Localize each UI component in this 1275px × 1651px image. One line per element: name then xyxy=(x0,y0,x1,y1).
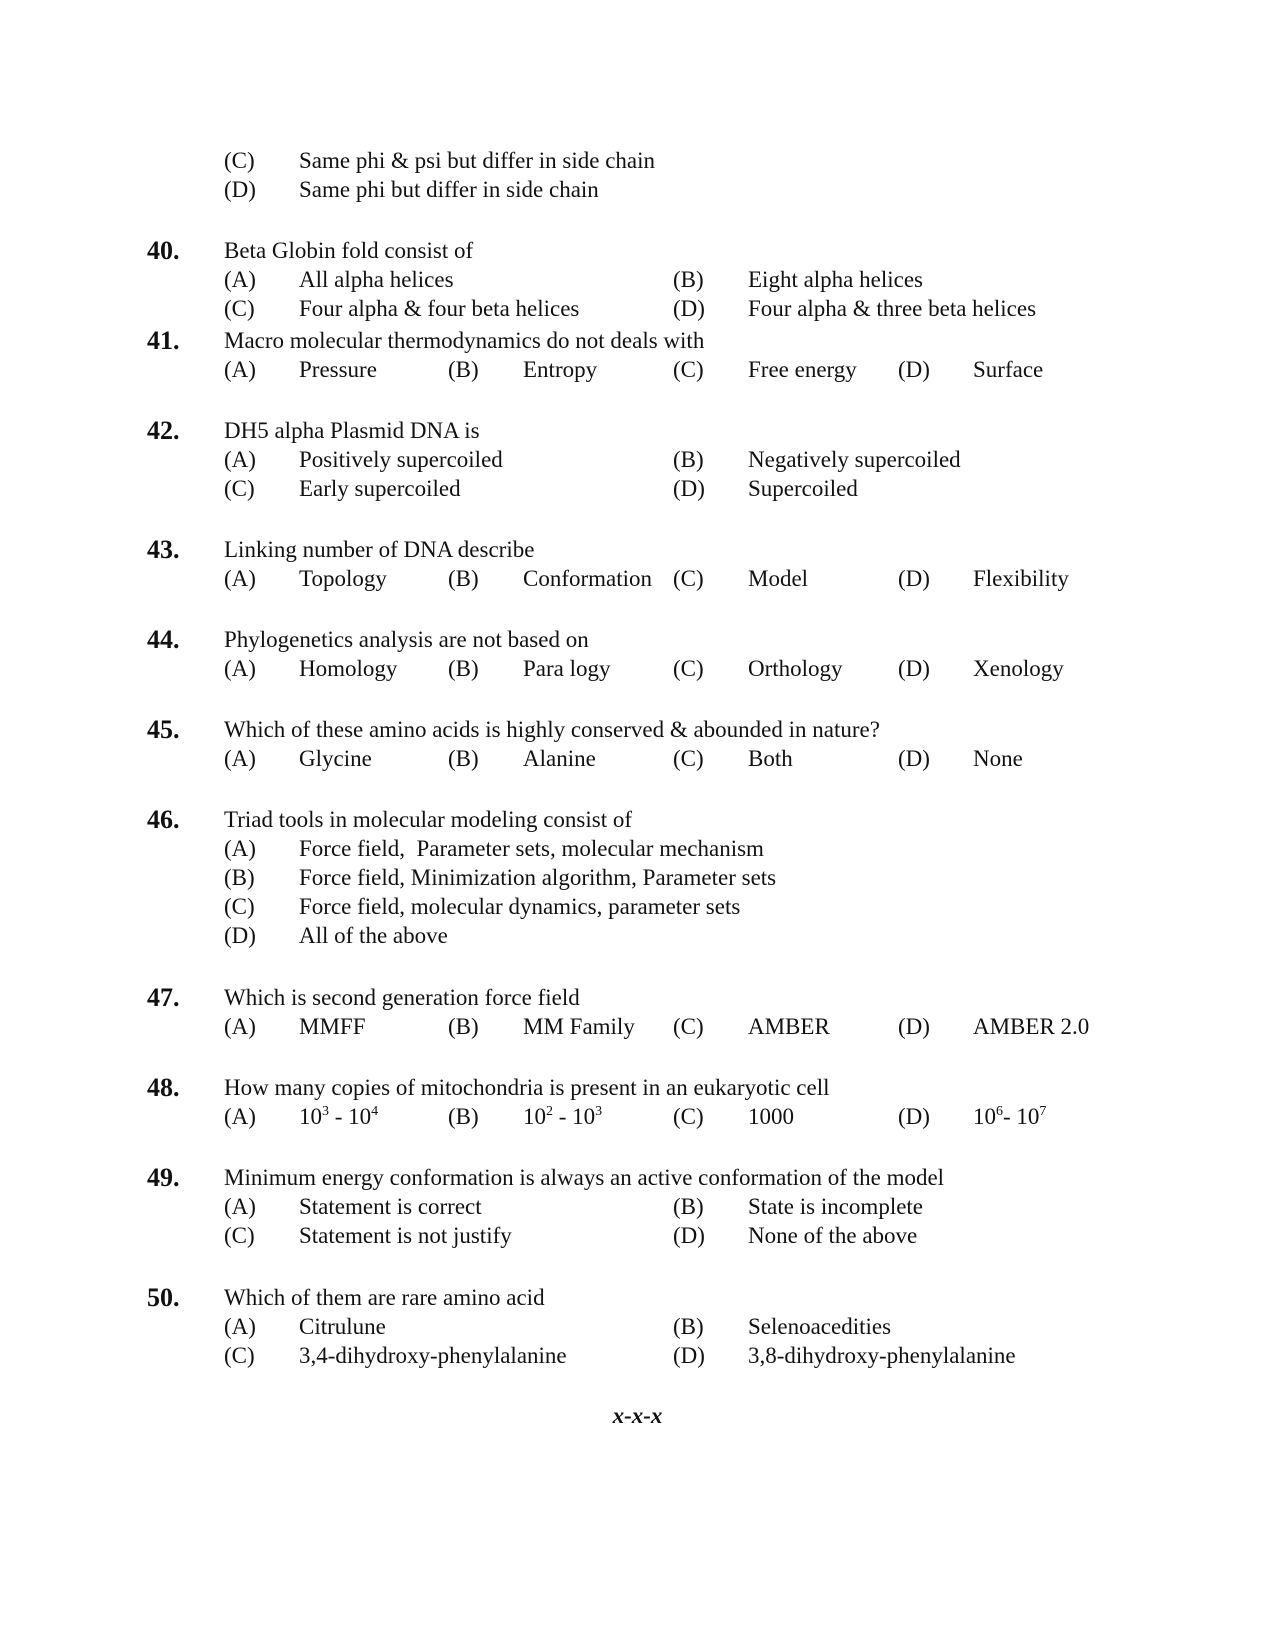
option-row xyxy=(0,355,1275,385)
option-text: Free energy xyxy=(748,357,857,382)
option-text: Selenoacedities xyxy=(748,1314,892,1339)
option-letter: (C) xyxy=(673,1014,704,1039)
option-row xyxy=(0,294,1275,324)
option-letter: (A) xyxy=(224,1014,256,1039)
question-number: 41. xyxy=(147,326,180,355)
option-letter: (C) xyxy=(673,746,704,771)
option-text: Xenology xyxy=(973,656,1064,681)
option-text: Eight alpha helices xyxy=(748,267,923,292)
option-text: Four alpha & four beta helices xyxy=(299,296,580,321)
question-44 xyxy=(0,625,1275,655)
option-letter: (A) xyxy=(224,357,256,382)
option-text: $10^3 - 10^4$ xyxy=(299,1104,379,1129)
option-row xyxy=(0,654,1275,684)
option-text: Para logy xyxy=(523,656,611,681)
option-row xyxy=(0,921,1275,951)
end-of-paper-marker: x-x-x xyxy=(612,1403,663,1428)
option-letter: (A) xyxy=(224,1194,256,1219)
question-number: 42. xyxy=(147,416,180,445)
question-40 xyxy=(0,236,1275,266)
option-letter: (B) xyxy=(448,746,479,771)
option-letter: (A) xyxy=(224,746,256,771)
option-text: All of the above xyxy=(299,923,448,948)
option-row xyxy=(0,1312,1275,1342)
option-row xyxy=(0,265,1275,295)
option-letter: (C) xyxy=(673,566,704,591)
option-row xyxy=(0,744,1275,774)
option-letter: (C) xyxy=(224,1223,255,1248)
question-text: Which of these amino acids is highly conserved & abounded in nature? xyxy=(224,717,880,742)
option-letter: (C) xyxy=(224,894,255,919)
option-text: Glycine xyxy=(299,746,372,771)
question-number: 50. xyxy=(147,1283,180,1312)
option-letter: (C) xyxy=(673,357,704,382)
option-text: State is incomplete xyxy=(748,1194,924,1219)
option-text: None of the above xyxy=(748,1223,918,1248)
option-letter: (A) xyxy=(224,1104,256,1129)
option-letter: (B) xyxy=(448,357,479,382)
question-42 xyxy=(0,416,1275,446)
option-text: Surface xyxy=(973,357,1044,382)
option-letter: (C) xyxy=(224,1343,255,1368)
option-row xyxy=(0,892,1275,922)
option-text: $10^6-$ $10^7$ xyxy=(973,1104,1047,1129)
option-letter: (B) xyxy=(224,865,255,890)
option-text: Force field, Parameter sets, molecular mechanism xyxy=(299,836,764,861)
question-text: DH5 alpha Plasmid DNA is xyxy=(224,418,480,443)
option-text: Topology xyxy=(299,566,387,591)
option-letter: (D) xyxy=(673,476,705,501)
option-text: Conformation xyxy=(523,566,653,591)
question-41 xyxy=(0,326,1275,356)
option-text: Positively supercoiled xyxy=(299,447,503,472)
option-text: AMBER 2.0 xyxy=(973,1014,1090,1039)
option-letter: (C) xyxy=(673,1104,704,1129)
option-letter: (B) xyxy=(673,267,704,292)
option-text: Early supercoiled xyxy=(299,476,461,501)
option-text: Statement is not justify xyxy=(299,1223,512,1248)
option-text: MM Family xyxy=(523,1014,635,1039)
question-number: 45. xyxy=(147,715,180,744)
option-text: Orthology xyxy=(748,656,843,681)
question-text: Phylogenetics analysis are not based on xyxy=(224,627,589,652)
question-number: 40. xyxy=(147,236,180,265)
question-50 xyxy=(0,1283,1275,1313)
option-text: Both xyxy=(748,746,793,771)
question-number: 46. xyxy=(147,805,180,834)
option-letter: (D) xyxy=(898,566,930,591)
option-letter: (D) xyxy=(224,923,256,948)
option-text: Same phi & psi but differ in side chain xyxy=(299,148,656,173)
option-text: 3,4-dihydroxy-phenylalanine xyxy=(299,1343,567,1368)
option-letter: (A) xyxy=(224,566,256,591)
option-row xyxy=(0,1012,1275,1042)
option-text: $10^2 - 10^3$ xyxy=(523,1104,603,1129)
option-letter: (A) xyxy=(224,447,256,472)
option-row xyxy=(0,1102,1275,1132)
option-row xyxy=(0,146,1275,176)
question-48 xyxy=(0,1073,1275,1103)
option-letter: (B) xyxy=(448,656,479,681)
question-text: How many copies of mitochondria is present in an eukaryotic cell xyxy=(224,1075,830,1100)
option-text: 1000 xyxy=(748,1104,794,1129)
question-number: 43. xyxy=(147,535,180,564)
question-number: 44. xyxy=(147,625,180,654)
option-text: None xyxy=(973,746,1023,771)
option-text: Model xyxy=(748,566,809,591)
option-row xyxy=(0,445,1275,475)
option-text: Statement is correct xyxy=(299,1194,482,1219)
option-letter: (C) xyxy=(224,296,255,321)
option-text: Negatively supercoiled xyxy=(748,447,961,472)
option-row xyxy=(0,1192,1275,1222)
option-letter: (D) xyxy=(673,296,705,321)
option-text: Alanine xyxy=(523,746,596,771)
option-text: All alpha helices xyxy=(299,267,454,292)
option-text: AMBER xyxy=(748,1014,830,1039)
option-letter: (D) xyxy=(224,177,256,202)
option-text: Force field, molecular dynamics, parameter sets xyxy=(299,894,741,919)
option-row xyxy=(0,834,1275,864)
question-47 xyxy=(0,983,1275,1013)
option-letter: (D) xyxy=(898,1104,930,1129)
option-letter: (A) xyxy=(224,656,256,681)
option-letter: (D) xyxy=(673,1223,705,1248)
question-number: 47. xyxy=(147,983,180,1012)
option-letter: (D) xyxy=(898,357,930,382)
question-text: Macro molecular thermodynamics do not deals with xyxy=(224,328,705,353)
question-46 xyxy=(0,805,1275,835)
option-text: Same phi but differ in side chain xyxy=(299,177,599,202)
question-49 xyxy=(0,1163,1275,1193)
option-text: Four alpha & three beta helices xyxy=(748,296,1037,321)
option-row xyxy=(0,564,1275,594)
option-row xyxy=(0,175,1275,205)
option-text: Citrulune xyxy=(299,1314,386,1339)
question-text: Which is second generation force field xyxy=(224,985,580,1010)
option-letter: (B) xyxy=(448,1104,479,1129)
option-text: Flexibility xyxy=(973,566,1069,591)
question-45 xyxy=(0,715,1275,745)
option-letter: (A) xyxy=(224,836,256,861)
question-text: Linking number of DNA describe xyxy=(224,537,535,562)
option-text: Entropy xyxy=(523,357,598,382)
option-letter: (B) xyxy=(448,1014,479,1039)
option-letter: (C) xyxy=(673,656,704,681)
option-letter: (B) xyxy=(673,1314,704,1339)
option-text: Supercoiled xyxy=(748,476,858,501)
question-text: Beta Globin fold consist of xyxy=(224,238,474,263)
option-letter: (D) xyxy=(898,1014,930,1039)
question-text: Triad tools in molecular modeling consist of xyxy=(224,807,633,832)
option-letter: (C) xyxy=(224,148,255,173)
option-row xyxy=(0,1221,1275,1251)
question-number: 48. xyxy=(147,1073,180,1102)
option-text: 3,8-dihydroxy-phenylalanine xyxy=(748,1343,1016,1368)
option-text: Pressure xyxy=(299,357,377,382)
option-letter: (D) xyxy=(898,656,930,681)
option-text: Force field, Minimization algorithm, Parameter sets xyxy=(299,865,777,890)
option-letter: (C) xyxy=(224,476,255,501)
option-letter: (B) xyxy=(448,566,479,591)
option-letter: (A) xyxy=(224,267,256,292)
option-text: Homology xyxy=(299,656,398,681)
option-letter: (B) xyxy=(673,447,704,472)
option-letter: (A) xyxy=(224,1314,256,1339)
option-letter: (D) xyxy=(898,746,930,771)
question-number: 49. xyxy=(147,1163,180,1192)
option-letter: (D) xyxy=(673,1343,705,1368)
option-row xyxy=(0,474,1275,504)
option-row xyxy=(0,1341,1275,1371)
question-43 xyxy=(0,535,1275,565)
option-text: MMFF xyxy=(299,1014,366,1039)
question-text: Minimum energy conformation is always an active conformation of the model xyxy=(224,1165,945,1190)
question-text: Which of them are rare amino acid xyxy=(224,1285,545,1310)
option-row xyxy=(0,863,1275,893)
option-letter: (B) xyxy=(673,1194,704,1219)
